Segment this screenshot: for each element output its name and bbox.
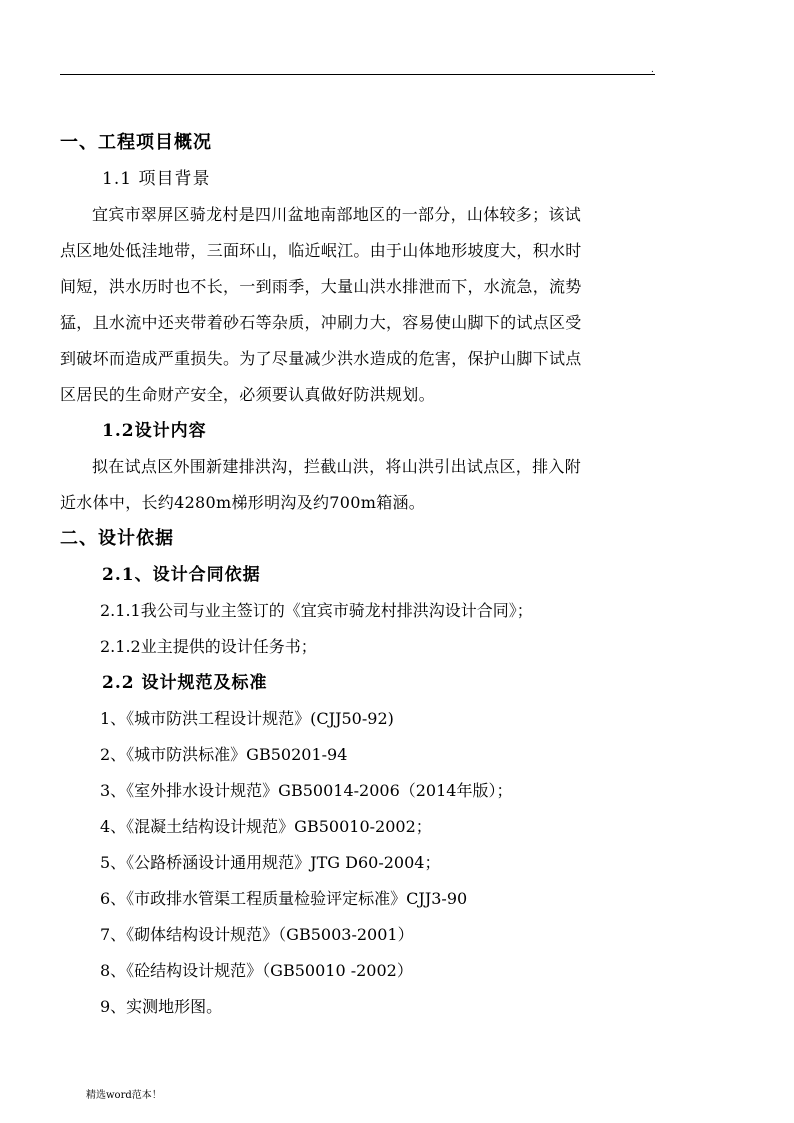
paragraph-line: 间短，洪水历时也不长，一到雨季，大量山洪水排泄而下，水流急，流势	[60, 277, 582, 296]
header-rule	[60, 74, 655, 75]
list-item: 4、《混凝土结构设计规范》GB50010-2002；	[100, 817, 432, 836]
section-1-2-title: 1.2设计内容	[102, 421, 207, 441]
list-item: 2.1.2业主提供的设计任务书；	[100, 637, 317, 656]
list-item: 9、实测地形图。	[100, 997, 223, 1016]
paragraph-line: 区居民的生命财产安全，必须要认真做好防洪规划。	[60, 385, 435, 404]
paragraph-line: 到破坏而造成严重损失。为了尽量减少洪水造成的危害，保护山脚下试点	[60, 349, 582, 368]
document-body	[60, 125, 660, 1025]
list-item: 8、《砼结构设计规范》（GB50010 -2002）	[100, 961, 413, 980]
list-item: 2.1.1我公司与业主签订的《宜宾市骑龙村排洪沟设计合同》；	[100, 601, 533, 620]
section-1-title: 一、工程项目概况	[60, 132, 212, 153]
section-2-2-title: 2.2 设计规范及标准	[102, 673, 268, 693]
section-2-1-title: 2.1、设计合同依据	[102, 565, 261, 585]
paragraph-line: 拟在试点区外围新建排洪沟，拦截山洪，将山洪引出试点区，排入附	[92, 457, 582, 476]
paragraph-line: 猛，且水流中还夹带着砂石等杂质，冲刷力大，容易使山脚下的试点区受	[60, 313, 582, 332]
list-item: 5、《公路桥涵设计通用规范》JTG D60-2004；	[100, 853, 441, 872]
section-1-1-title: 1.1 项目背景	[102, 169, 211, 189]
list-item: 1、《城市防洪工程设计规范》(CJJ50-92)	[100, 709, 394, 728]
paragraph-line: 点区地处低洼地带，三面环山，临近岷江。由于山体地形坡度大，积水时	[60, 241, 582, 260]
paragraph-line: 宜宾市翠屏区骑龙村是四川盆地南部地区的一部分，山体较多；该试	[92, 205, 582, 224]
list-item: 6、《市政排水管渠工程质量检验评定标准》CJJ3-90	[100, 889, 468, 908]
list-item: 7、《砌体结构设计规范》（GB5003-2001）	[100, 925, 414, 944]
paragraph-line: 近水体中，长约4280m梯形明沟及约700m箱涵。	[60, 493, 426, 512]
list-item: 3、《室外排水设计规范》GB50014-2006（2014年版）；	[100, 781, 513, 800]
section-2-title: 二、设计依据	[60, 528, 174, 549]
header-corner-mark: .	[651, 65, 654, 75]
list-item: 2、《城市防洪标准》GB50201-94	[100, 745, 348, 764]
footer-note: 精选word范本！	[86, 1090, 162, 1101]
